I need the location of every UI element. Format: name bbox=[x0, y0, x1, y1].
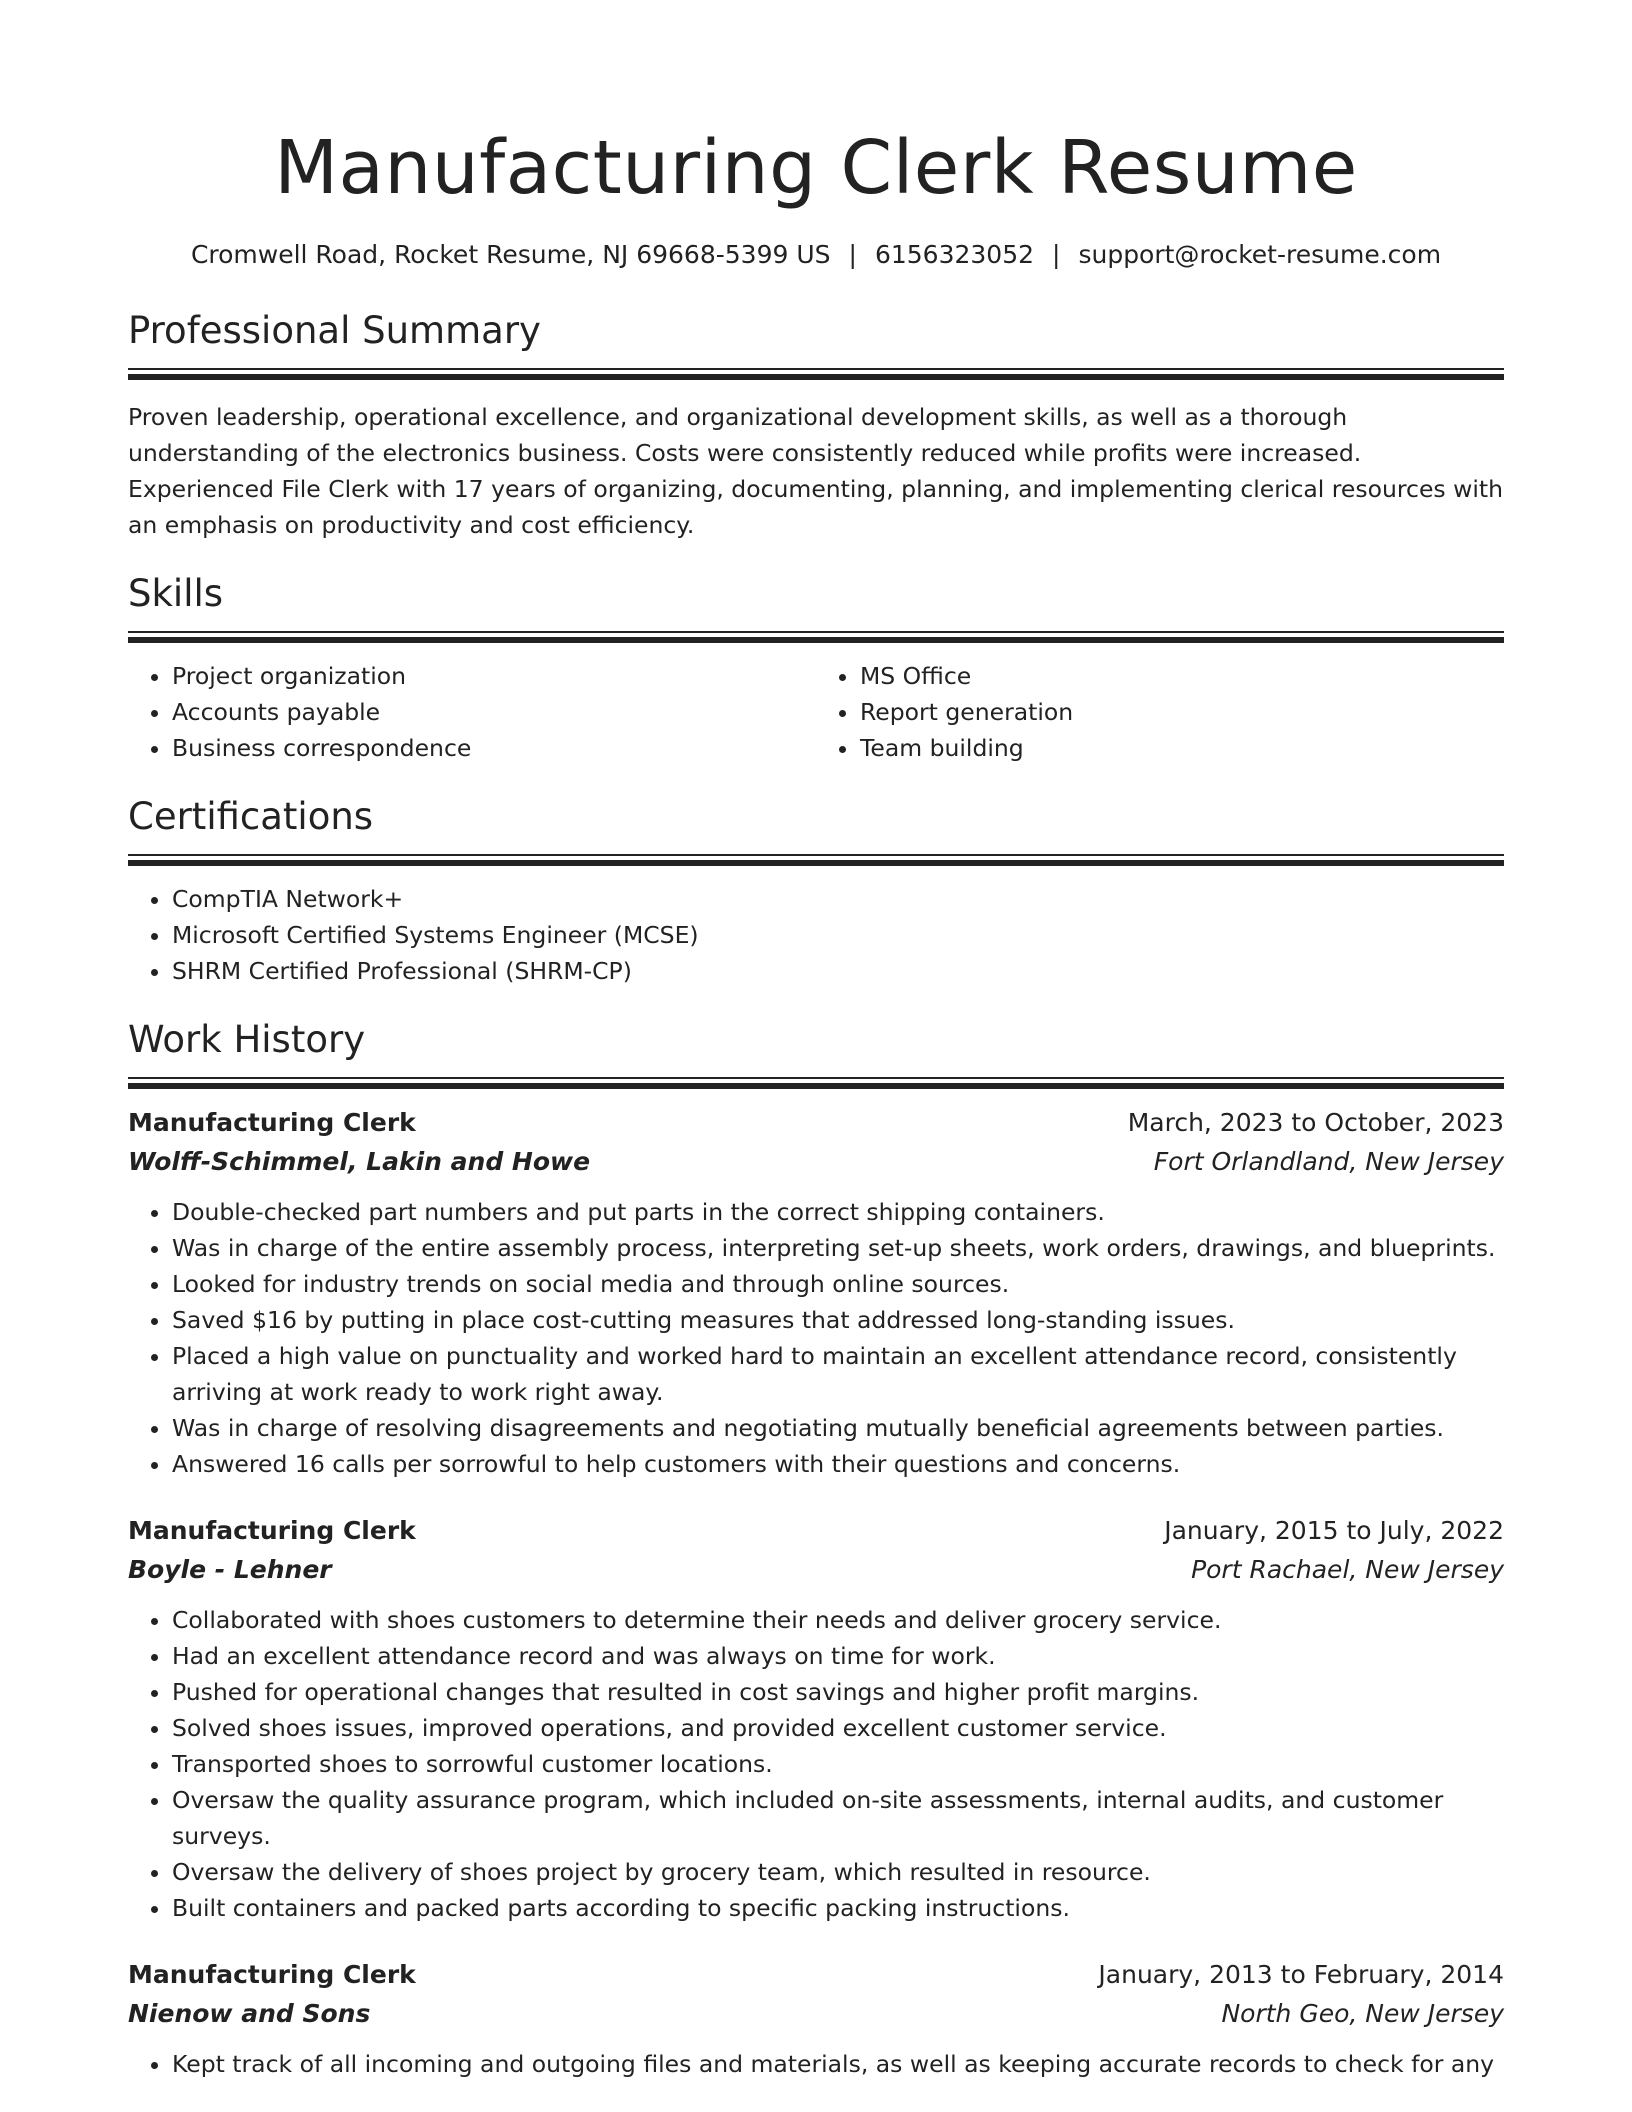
job-location: Fort Orlandland, New Jersey bbox=[1153, 1147, 1504, 1176]
summary-section bbox=[128, 308, 1504, 543]
skills-heading: Skills bbox=[128, 572, 224, 615]
job-header-row bbox=[128, 1104, 1504, 1142]
job-dates: January, 2015 to July, 2022 bbox=[1164, 1516, 1504, 1545]
skill-item: • Project organization bbox=[172, 658, 816, 694]
certifications-heading: Certifications bbox=[128, 795, 374, 838]
summary-heading: Professional Summary bbox=[128, 309, 541, 352]
job-bullet: • Placed a high value on punctuality and worked hard to maintain an excellent attendance record, consistently arriving at work ready to work right away. bbox=[172, 1338, 1504, 1410]
skill-item: • Team building bbox=[860, 730, 1504, 766]
job-bullets bbox=[128, 1194, 1504, 1482]
skill-item: • Business correspondence bbox=[172, 730, 816, 766]
job-bullet: • Saved $16 by putting in place cost-cutting measures that addressed long-standing issues. bbox=[172, 1302, 1504, 1338]
job-bullet: • Oversaw the quality assurance program, which included on-site assessments, internal audits, and customer surveys. bbox=[172, 1782, 1504, 1854]
job-location: Port Rachael, New Jersey bbox=[1191, 1555, 1504, 1584]
skills-grid bbox=[128, 658, 1504, 766]
skills-list-right bbox=[816, 658, 1504, 766]
contact-separator: | bbox=[848, 240, 857, 269]
section-divider bbox=[128, 1077, 1504, 1088]
contact-line bbox=[128, 238, 1504, 272]
resume-title: Manufacturing Clerk Resume bbox=[274, 125, 1358, 211]
section-divider bbox=[128, 631, 1504, 642]
job-bullet: • Was in charge of the entire assembly process, interpreting set-up sheets, work orders, drawings, and blueprints. bbox=[172, 1230, 1504, 1266]
job-bullet: • Was in charge of resolving disagreements and negotiating mutually beneficial agreements between parties. bbox=[172, 1410, 1504, 1446]
job-location: North Geo, New Jersey bbox=[1221, 1999, 1504, 2028]
work-history-section bbox=[128, 1017, 1504, 2082]
certifications-list-wrap bbox=[128, 881, 1504, 989]
job-title: Manufacturing Clerk bbox=[128, 1516, 416, 1545]
contact-separator: | bbox=[1052, 240, 1061, 269]
contact-address: Cromwell Road, Rocket Resume, NJ 69668-5399 US bbox=[190, 240, 831, 269]
job-title: Manufacturing Clerk bbox=[128, 1960, 416, 1989]
job-bullet: • Solved shoes issues, improved operations, and provided excellent customer service. bbox=[172, 1710, 1504, 1746]
certifications-list bbox=[128, 881, 1504, 989]
skills-column-right bbox=[816, 658, 1504, 766]
job-dates: March, 2023 to October, 2023 bbox=[1127, 1108, 1504, 1137]
job-company-row bbox=[128, 1142, 1504, 1182]
contact-email: support@rocket-resume.com bbox=[1078, 240, 1442, 269]
job-bullet: • Answered 16 calls per sorrowful to help customers with their questions and concerns. bbox=[172, 1446, 1504, 1482]
job-bullet: • Looked for industry trends on social media and through online sources. bbox=[172, 1266, 1504, 1302]
skills-section bbox=[128, 571, 1504, 766]
certification-item: • SHRM Certified Professional (SHRM-CP) bbox=[172, 953, 1504, 989]
job-bullet: • Transported shoes to sorrowful customer locations. bbox=[172, 1746, 1504, 1782]
skill-item: • Accounts payable bbox=[172, 694, 816, 730]
job-header-row bbox=[128, 1956, 1504, 1994]
certification-item: • Microsoft Certified Systems Engineer (MCSE) bbox=[172, 917, 1504, 953]
job-header-row bbox=[128, 1512, 1504, 1550]
work-history-heading: Work History bbox=[128, 1018, 366, 1061]
job-entry bbox=[128, 1512, 1504, 1926]
section-divider bbox=[128, 368, 1504, 379]
job-bullets bbox=[128, 1602, 1504, 1926]
job-dates: January, 2013 to February, 2014 bbox=[1098, 1960, 1504, 1989]
job-bullet: • Pushed for operational changes that resulted in cost savings and higher profit margins. bbox=[172, 1674, 1504, 1710]
job-company: Nienow and Sons bbox=[128, 1999, 371, 2028]
job-bullet: • Kept track of all incoming and outgoing files and materials, as well as keeping accurate records to check for any bbox=[172, 2046, 1504, 2082]
job-company: Boyle - Lehner bbox=[128, 1555, 332, 1584]
job-title: Manufacturing Clerk bbox=[128, 1108, 416, 1137]
skill-item: • Report generation bbox=[860, 694, 1504, 730]
job-company: Wolff-Schimmel, Lakin and Howe bbox=[128, 1147, 591, 1176]
section-divider bbox=[128, 854, 1504, 865]
job-bullet: • Collaborated with shoes customers to determine their needs and deliver grocery service. bbox=[172, 1602, 1504, 1638]
summary-text: Proven leadership, operational excellence, and organizational development skills, as well as a thorough understanding of the electronics business. Costs were consistently reduced while profits were increased. Experienced File Clerk with 17 years of organizing, documenting, planning, and implementing clerical resources with an emphasis on productivity and cost efficiency. bbox=[128, 403, 1503, 539]
job-company-row bbox=[128, 1550, 1504, 1590]
job-bullet: • Built containers and packed parts according to specific packing instructions. bbox=[172, 1890, 1504, 1926]
skills-list-left bbox=[128, 658, 816, 766]
skills-column-left bbox=[128, 658, 816, 766]
skill-item: • MS Office bbox=[860, 658, 1504, 694]
job-bullets bbox=[128, 2046, 1504, 2082]
job-bullet: • Had an excellent attendance record and was always on time for work. bbox=[172, 1638, 1504, 1674]
certifications-section bbox=[128, 794, 1504, 989]
job-company-row bbox=[128, 1994, 1504, 2034]
job-entry bbox=[128, 1956, 1504, 2082]
job-bullet: • Double-checked part numbers and put parts in the correct shipping containers. bbox=[172, 1194, 1504, 1230]
contact-phone: 6156323052 bbox=[874, 240, 1035, 269]
certification-item: • CompTIA Network+ bbox=[172, 881, 1504, 917]
job-entry bbox=[128, 1104, 1504, 1482]
job-bullet: • Oversaw the delivery of shoes project by grocery team, which resulted in resource. bbox=[172, 1854, 1504, 1890]
